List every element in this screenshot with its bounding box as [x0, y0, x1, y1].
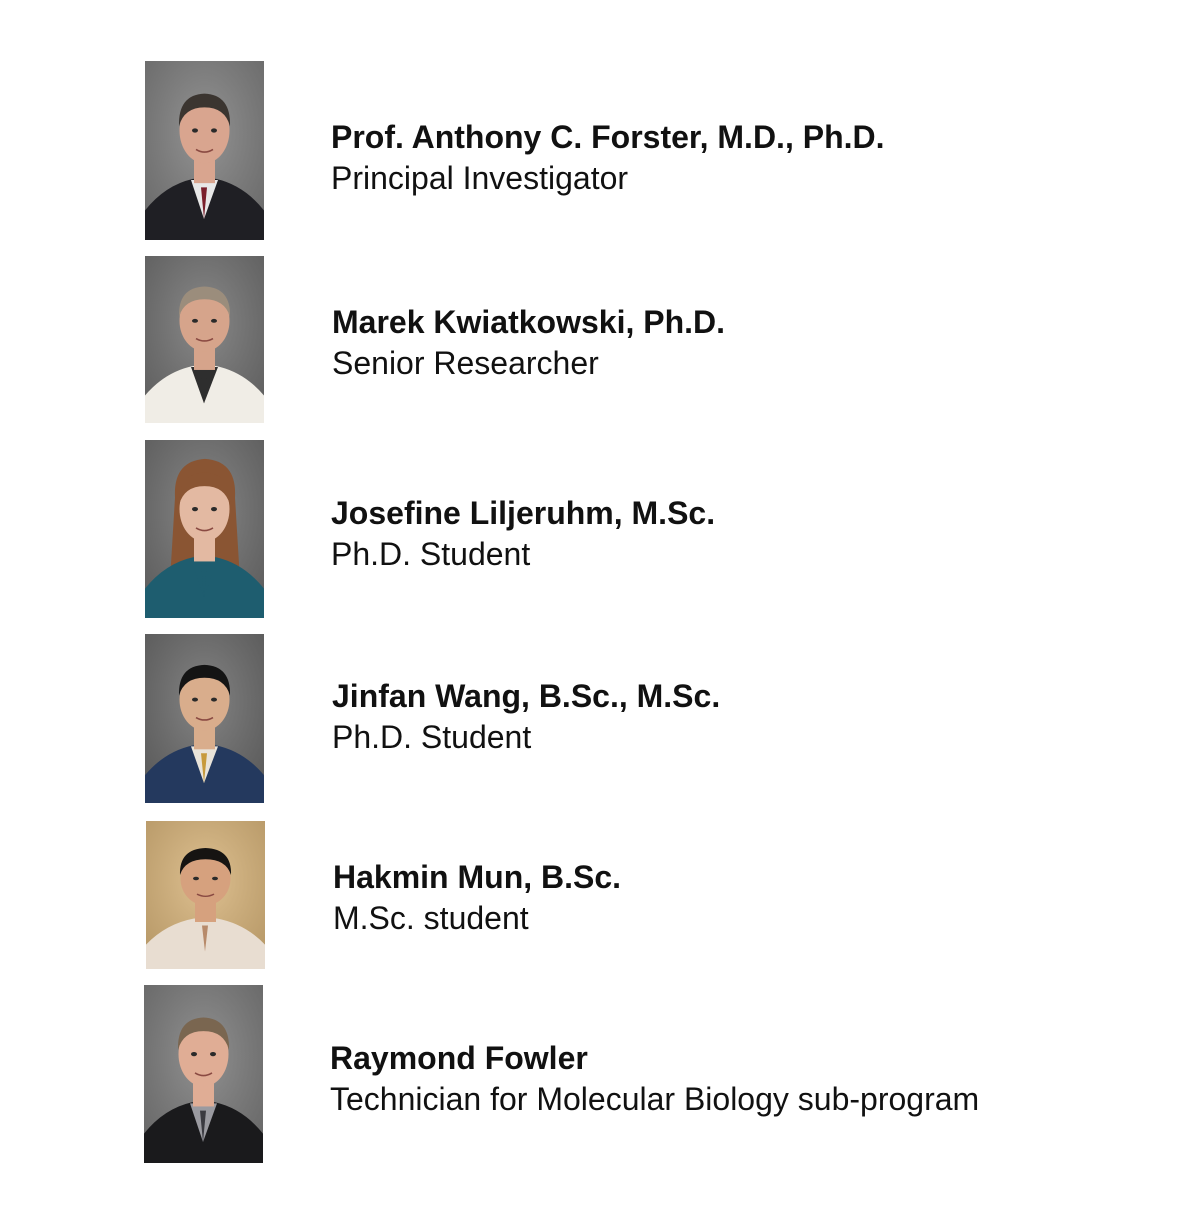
portrait-photo — [145, 440, 264, 618]
member-name: Jinfan Wang, B.Sc., M.Sc. — [332, 678, 721, 714]
portrait-photo — [145, 61, 264, 240]
portrait-photo — [145, 634, 264, 803]
member-role: Senior Researcher — [332, 345, 599, 381]
portrait-illustration — [145, 61, 264, 240]
member-role: Technician for Molecular Biology sub-program — [330, 1081, 980, 1117]
portrait-photo — [145, 256, 264, 423]
portrait-illustration — [145, 634, 264, 803]
portrait-illustration — [145, 440, 264, 618]
member-name: Josefine Liljeruhm, M.Sc. — [331, 495, 716, 531]
member-name: Hakmin Mun, B.Sc. — [333, 859, 622, 895]
member-role: Principal Investigator — [331, 160, 629, 196]
member-role: Ph.D. Student — [332, 719, 532, 755]
portrait-photo — [146, 821, 265, 969]
member-name: Raymond Fowler — [330, 1040, 588, 1076]
portrait-illustration — [146, 821, 265, 969]
member-name: Prof. Anthony C. Forster, M.D., Ph.D. — [331, 119, 885, 155]
member-role: Ph.D. Student — [331, 536, 531, 572]
portrait-illustration — [144, 985, 263, 1163]
portrait-illustration — [145, 256, 264, 423]
portrait-photo — [144, 985, 263, 1163]
member-role: M.Sc. student — [333, 900, 529, 936]
member-name: Marek Kwiatkowski, Ph.D. — [332, 304, 726, 340]
